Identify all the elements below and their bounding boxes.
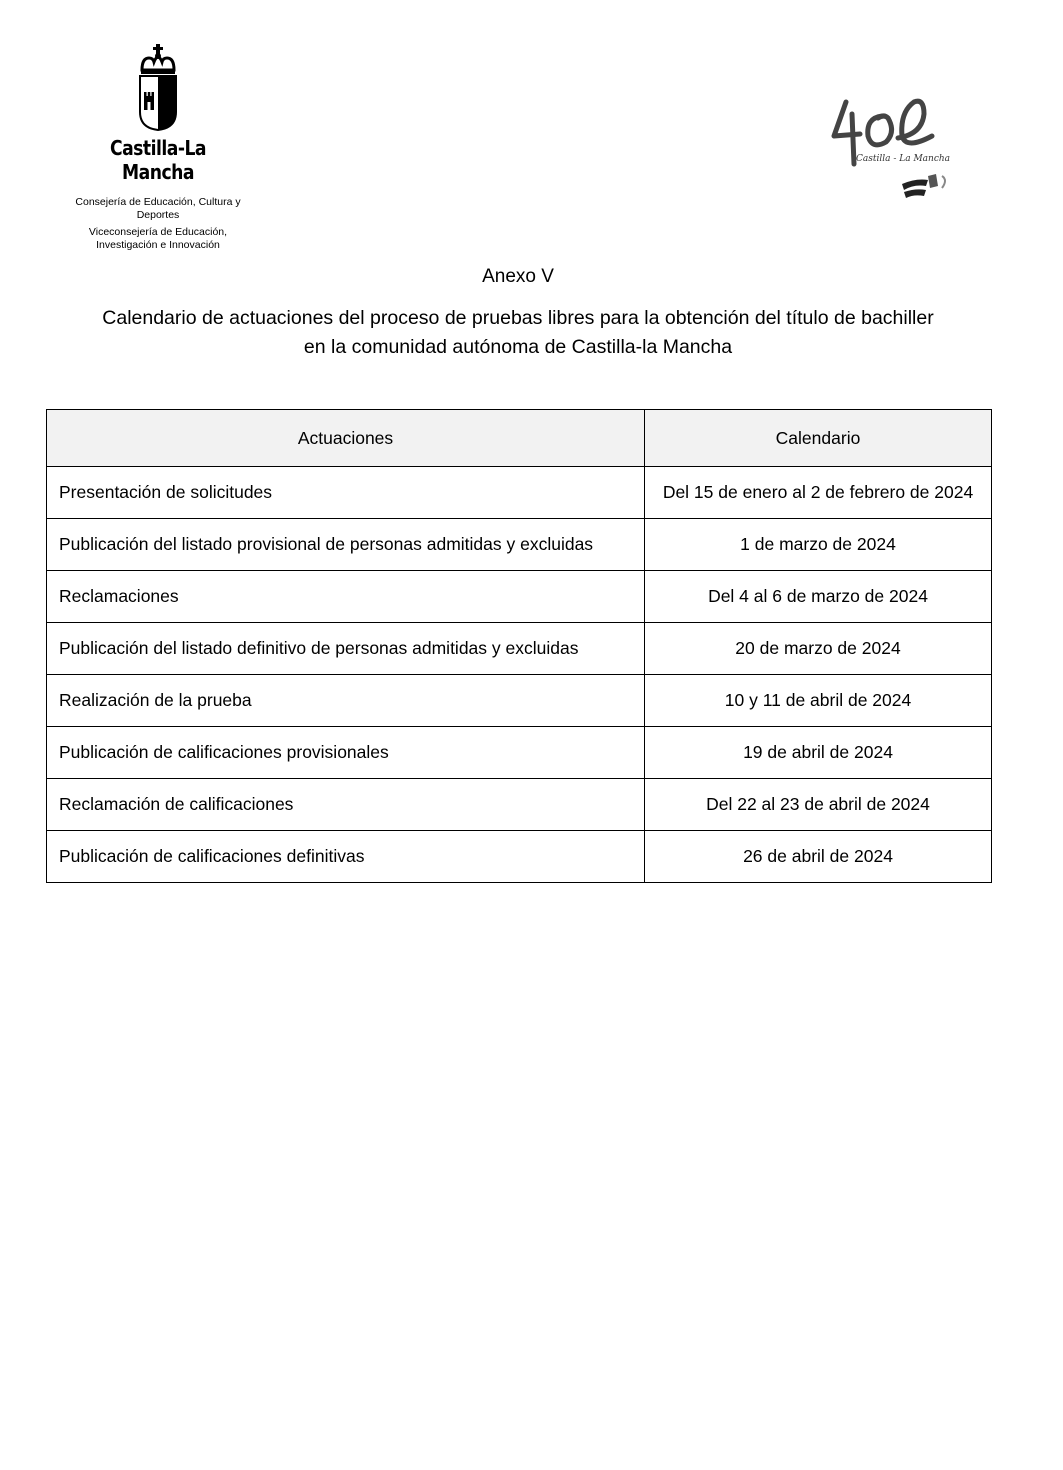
subdepartment-name: Viceconsejería de Educación, Investigación e Innovación xyxy=(88,226,228,251)
anniversary-logo xyxy=(826,92,966,202)
date-cell: Del 22 al 23 de abril de 2024 xyxy=(645,779,992,831)
action-cell: Reclamaciones xyxy=(47,571,645,623)
table-header-row xyxy=(47,410,992,467)
anniversary-logo-icon xyxy=(826,92,966,202)
column-header-actions: Actuaciones xyxy=(47,410,645,467)
action-cell: Reclamación de calificaciones xyxy=(47,779,645,831)
crest-icon xyxy=(136,44,180,132)
table-row xyxy=(47,727,992,779)
action-cell: Publicación del listado provisional de personas admitidas y excluidas xyxy=(47,519,645,571)
table-row xyxy=(47,519,992,571)
annex-label: Anexo V xyxy=(482,266,554,287)
table-row xyxy=(47,675,992,727)
date-cell: 19 de abril de 2024 xyxy=(645,727,992,779)
action-cell: Publicación de calificaciones definitivas xyxy=(47,831,645,883)
date-cell: 26 de abril de 2024 xyxy=(645,831,992,883)
brand-name: Castilla-La Mancha xyxy=(109,136,207,184)
table-row xyxy=(47,467,992,519)
date-cell: 1 de marzo de 2024 xyxy=(645,519,992,571)
document-title: Calendario de actuaciones del proceso de pruebas libres para la obtención del título de bachiller en la comunidad autónoma de Castilla-la Mancha xyxy=(102,307,934,358)
table-row xyxy=(47,571,992,623)
table-row xyxy=(47,779,992,831)
action-cell: Publicación de calificaciones provisionales xyxy=(47,727,645,779)
action-cell: Publicación del listado definitivo de personas admitidas y excluidas xyxy=(47,623,645,675)
action-cell: Realización de la prueba xyxy=(47,675,645,727)
calendar-table xyxy=(46,409,992,883)
date-cell: Del 4 al 6 de marzo de 2024 xyxy=(645,571,992,623)
table-row xyxy=(47,623,992,675)
action-cell: Presentación de solicitudes xyxy=(47,467,645,519)
column-header-calendar: Calendario xyxy=(645,410,992,467)
table-row xyxy=(47,831,992,883)
date-cell: 20 de marzo de 2024 xyxy=(645,623,992,675)
date-cell: 10 y 11 de abril de 2024 xyxy=(645,675,992,727)
castilla-la-mancha-logo xyxy=(60,44,256,252)
anniversary-region: Castilla - La Mancha xyxy=(856,154,951,164)
department-name: Consejería de Educación, Cultura y Deportes xyxy=(75,196,241,221)
date-cell: Del 15 de enero al 2 de febrero de 2024 xyxy=(645,467,992,519)
